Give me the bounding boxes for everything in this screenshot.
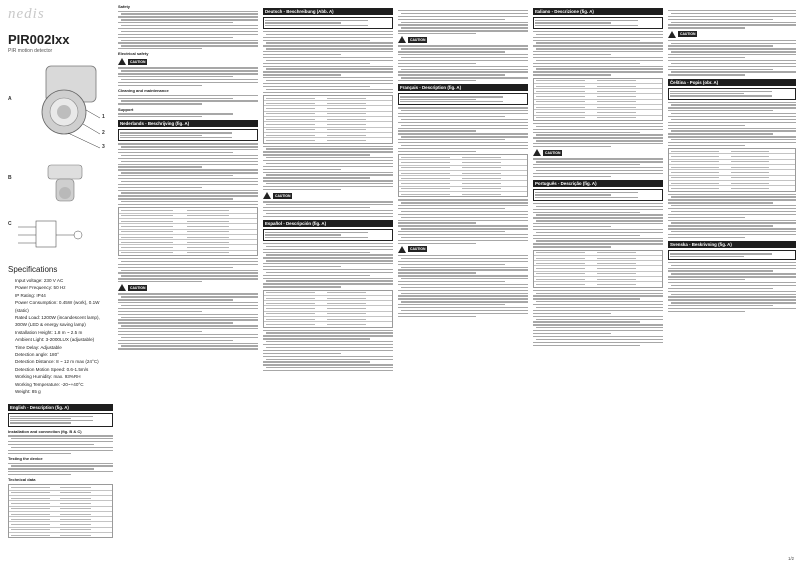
spec-item: • Ambient Light: 3-2000LUX (adjustable) — [15, 336, 113, 343]
warning-icon — [118, 58, 126, 65]
technical-table-fr — [398, 154, 528, 197]
legend-table — [8, 413, 113, 427]
section-italiano: Italiano - Descrizione (fig. A) — [533, 8, 663, 15]
technical-table-es — [263, 290, 393, 328]
spec-item: • Rated Load: 1200W (incandescent lamp), 300W (LED & energy saving lamp) — [15, 314, 113, 329]
warning-icon — [398, 36, 406, 43]
warning-label: CAUTION — [410, 247, 426, 252]
callout-3: 3 — [102, 144, 105, 150]
heading-testing: Testing the device — [8, 455, 43, 461]
specifications-list — [8, 277, 113, 396]
spec-item: • Power Consumption: 0.45W (work), 0.1W (static) — [15, 299, 113, 314]
figure-b-label: B — [8, 175, 12, 181]
brand-logo: nedis — [8, 6, 45, 22]
model-number: PIR002Ixx — [8, 32, 70, 47]
technical-table-it — [533, 78, 663, 121]
section-svenska: Svenska - Beskrivning (fig. A) — [668, 241, 796, 248]
warning-icon — [118, 284, 126, 291]
column-4 — [398, 0, 528, 567]
spec-item: • Time Delay: Adjustable — [15, 344, 113, 351]
heading-technical: Technical data — [8, 477, 36, 483]
technical-table — [8, 484, 113, 538]
warning-icon — [263, 192, 271, 199]
spec-item: • Input voltage: 230 V AC — [15, 277, 113, 284]
section-deutsch: Deutsch - Beschreibung (Abb. A) — [263, 8, 393, 15]
figure-c-label: C — [8, 221, 12, 227]
spec-item: • IP Rating: IP44 — [15, 292, 113, 299]
technical-table-pt — [533, 250, 663, 288]
spec-item: • Detection Motion Speed: 0.6-1.5m/s — [15, 366, 113, 373]
section-english: English - Description (fig. A) — [8, 404, 113, 411]
section-francais: Français - Description (fig. A) — [398, 84, 528, 91]
column-6 — [668, 0, 796, 567]
spec-item: • Power Frequency: 50 Hz — [15, 284, 113, 291]
figure-a-label: A — [8, 96, 12, 102]
technical-table-cz — [668, 148, 796, 191]
technical-table-nl — [118, 207, 258, 256]
section-cesky: Čeština - Popis (obr. A) — [668, 79, 796, 86]
warning-icon — [533, 149, 541, 156]
warning-icon — [398, 246, 406, 253]
column-2 — [118, 0, 258, 567]
warning-label: CAUTION — [545, 150, 561, 155]
warning-icon — [668, 31, 676, 38]
warning-label: CAUTION — [410, 37, 426, 42]
warning-label: CAUTION — [275, 193, 291, 198]
section-portugues: Português - Descrição (fig. A) — [533, 180, 663, 187]
technical-table-de — [263, 95, 393, 144]
section-espanol: Español - Descripción (fig. A) — [263, 220, 393, 227]
heading-safety: Safety — [118, 4, 131, 9]
heading-support: Support — [118, 106, 134, 112]
warning-label: CAUTION — [130, 59, 146, 64]
heading-cleaning: Cleaning and maintenance — [118, 88, 169, 94]
motion-detector-illustration — [8, 60, 113, 155]
figure-b — [8, 161, 113, 209]
column-3 — [263, 0, 393, 567]
spec-item: • Working Temperature: -20~+40°C — [15, 381, 113, 388]
figure-a — [8, 60, 113, 155]
spec-item: • Working Humidity: max. 93%RH — [15, 373, 113, 380]
product-subtitle: PIR motion detector — [8, 48, 53, 54]
spec-item: • Installation Height: 1.8 m ~ 2.5 m — [15, 329, 113, 336]
section-nederlands: Nederlands - Beschrijving (fig. A) — [118, 120, 258, 127]
warning-label: CAUTION — [130, 285, 146, 290]
spec-item: • Detection angle: 180° — [15, 351, 113, 358]
callout-2: 2 — [102, 130, 105, 136]
callout-1: 1 — [102, 114, 105, 120]
column-5 — [533, 0, 663, 567]
figure-c — [8, 215, 113, 257]
spec-item: • Detection Distance: 8 ~ 12 m max (24°C) — [15, 358, 113, 365]
caution-warning — [118, 58, 258, 65]
column-cover — [8, 0, 113, 567]
mounting-illustration — [8, 161, 113, 209]
heading-electrical-safety: Electrical safety — [118, 51, 149, 57]
page-number: 1/2 — [788, 556, 794, 561]
spec-item: • Weight: 85 g — [15, 388, 113, 395]
wiring-diagram — [8, 215, 113, 257]
heading-installation: Installation and connection (fig. B & C) — [8, 428, 82, 434]
specifications-title: Specifications — [8, 265, 58, 274]
warning-label: CAUTION — [680, 32, 696, 37]
